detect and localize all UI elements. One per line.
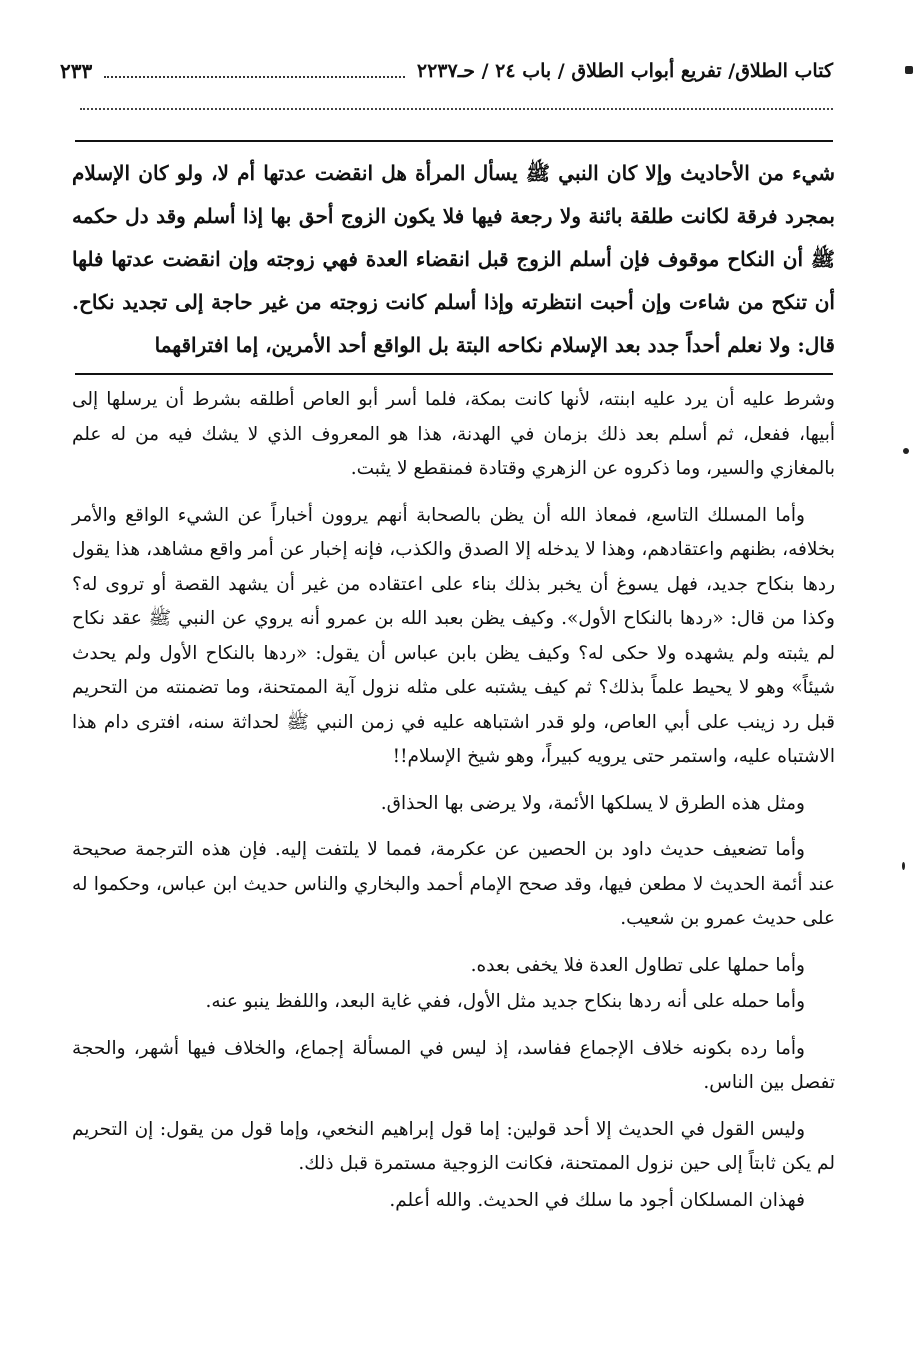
commentary-paragraph: فهذان المسلكان أجود ما سلك في الحديث. والله أعلم. — [389, 1189, 805, 1211]
commentary-section — [72, 383, 835, 1230]
scan-edge-mark — [905, 66, 913, 74]
commentary-paragraph: وليس القول في الحديث إلا أحد قولين: إما قول إبراهيم النخعي، وإما قول من يقول: إن التحريم لم يكن ثابتاً إلى حين نزول الممتحنة، فكانت الزوجية مستمرة قبل ذلك. — [72, 1118, 835, 1174]
scan-speck — [903, 448, 909, 454]
commentary-paragraph: وأما المسلك التاسع، فمعاذ الله أن يظن بالصحابة أنهم يروون أخباراً عن الشيء الواقع والأمر بخلافه، بظنهم واعتقادهم، وهذا لا يدخله إلا الصدق والكذب، فإنه إخبار عن أمر واقع مشاهد، هذا يقول ردها بنكاح جديد، فهل يسوغ أن يخبر بذلك بناء على اعتقاده من غير أن يشهد القصة أو تروى له؟ وكذا من قال: «ردها بالنكاح الأول». وكيف يظن بعبد الله بن عمرو أنه يروي عن النبي ﷺ عقد نكاح لم يثبته ولم يشهده ولا حكى له؟ وكيف يظن بابن عباس أن يقول: «ردها بالنكاح الأول ولم يحدث شيئاً» وهو لا يحيط علماً بذلك؟ ثم كيف يشتبه على مثله نزول آية الممتحنة، وما تضمنته من التحريم قبل رد زينب على أبي العاص، ولو قدر اشتباهه عليه في زمن النبي ﷺ لحداثة سنه، افترى دام هذا الاشتباه عليه، واستمر حتى يرويه كبيراً، وهو شيخ الإسلام!! — [72, 504, 836, 767]
page-number: ٢٣٣ — [60, 59, 93, 83]
main-text-paragraph: شيء من الأحاديث وإلا كان النبي ﷺ يسأل المرأة هل انقضت عدتها أم لا، ولو كان الإسلام بمجرد فرقة لكانت طلقة بائنة ولا رجعة فيها فلا يكون الزوج أحق بها إذا أسلم وقد دل حكمه ﷺ أن النكاح موقوف فإن أسلم الزوج قبل انقضاء العدة فهي زوجته وإن انقضت عدتها فلها أن تنكح من شاءت وإن أحبت انتظرته وإذا أسلم كانت زوجته من غير حاجة إلى تجديد نكاح. قال: ولا نعلم أحداً جدد بعد الإسلام نكاحه البتة بل الواقع أحد الأمرين، إما افتراقهما — [72, 161, 835, 357]
commentary-paragraph: وأما رده بكونه خلاف الإجماع ففاسد، إذ ليس في المسألة إجماع، والخلاف فيها أشهر، والحجة تفصل بين الناس. — [72, 1037, 835, 1093]
commentary-paragraph: وشرط عليه أن يرد عليه ابنته، لأنها كانت بمكة، فلما أسر أبو العاص أطلقه بشرط أن يرسلها إلى أبيها، ففعل، ثم أسلم بعد ذلك بزمان في الهدنة، هذا هو المعروف الذي لا يشك فيه من له علم بالمغازي والسير، وما ذكروه عن الزهري وقتادة فمنقطع لا يثبت. — [72, 389, 835, 479]
text-notes-separator — [75, 373, 833, 375]
commentary-paragraph: وأما تضعيف حديث داود بن الحصين عن عكرمة، فمما لا يلتفت إليه. فإن هذه الترجمة صحيحة عند أئمة الحديث لا مطعن فيها، وقد صحح الإمام أحمد والبخاري والناس حديث ابن عباس، وحكموا له على حديث عمرو بن شعيب. — [72, 839, 835, 929]
commentary-paragraph: وأما حملها على تطاول العدة فلا يخفى بعده. — [470, 954, 805, 976]
scan-speck — [902, 862, 905, 870]
header-dot-leader — [104, 76, 405, 78]
commentary-paragraph: وأما حمله على أنه ردها بنكاح جديد مثل الأول، ففي غاية البعد، واللفظ ينبو عنه. — [205, 991, 805, 1012]
running-header — [60, 56, 833, 86]
commentary-paragraph: ومثل هذه الطرق لا يسلكها الأئمة، ولا يرضى بها الحذاق. — [380, 792, 805, 814]
header-title: كتاب الطلاق/ تفريع أبواب الطلاق / باب ٢٤ / حـ٢٢٣٧ — [416, 60, 833, 82]
header-dotted-rule — [80, 108, 833, 110]
top-rule — [75, 140, 833, 142]
